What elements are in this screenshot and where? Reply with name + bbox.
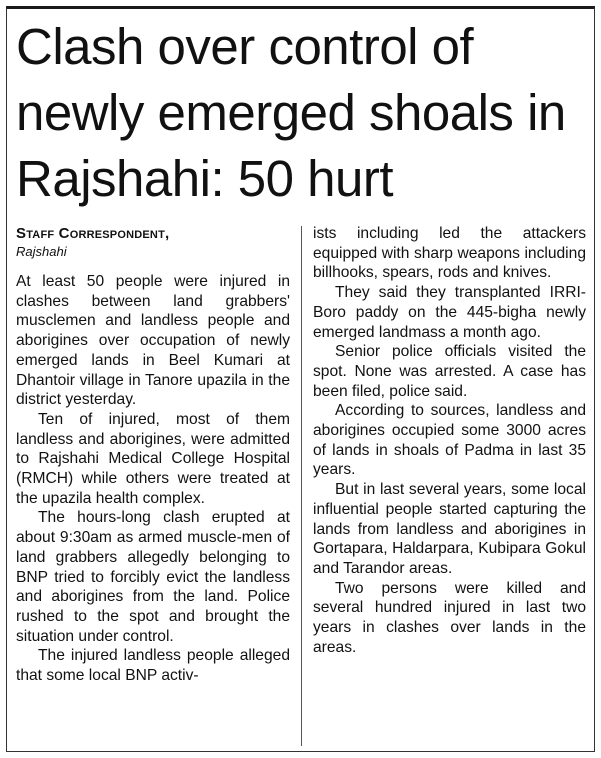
article-headline: Clash over control of newly emerged shoals in Rajshahi: 50 hurt [16, 18, 566, 207]
article-byline: Staff Correspondent, [16, 225, 170, 242]
article-dateline: Rajshahi [16, 244, 67, 259]
article-paragraph: Two persons were killed and several hundred injured in last two years in clashes over lands in the areas. [313, 579, 586, 656]
article-column-right [313, 224, 586, 657]
article-paragraph: They said they transplanted IRRI-Boro paddy on the 445-bigha newly emerged landmass a month ago. [313, 284, 586, 341]
article-paragraph: Ten of injured, most of them landless and aborigines, were admitted to Rajshahi Medical College Hospital (RMCH) while others were treated at the upazila health complex. [16, 410, 290, 507]
article-paragraph: The injured landless people alleged that some local BNP activ- [16, 647, 290, 685]
article-paragraph: According to sources, landless and aborigines occupied some 3000 acres of lands in shoals of Padma in last 35 years. [313, 402, 586, 479]
article-paragraph: At least 50 people were injured in clashes between land grabbers' musclemen and landless people and aborigines over occupation of newly emerged lands in Beel Kumari at Dhantoir village in Tanore upazila in the district yesterday. [16, 273, 290, 409]
article-paragraph: Senior police officials visited the spot. None was arrested. A case has been filed, police said. [313, 343, 586, 400]
article-paragraph: But in last several years, some local influential people started capturing the lands from landless and aborigines in Gortapara, Haldarpara, Kubipara Gokul and Tarandor areas. [313, 481, 586, 577]
article-paragraph: The hours-long clash erupted at about 9:30am as armed muscle-men of land grabbers allegedly belonging to BNP tried to forcibly evict the landless and aborigines from the land. Police rushed to the spot and brought the situation under control. [16, 509, 290, 645]
bottom-rule [6, 751, 595, 752]
article-column-left [16, 224, 290, 686]
column-divider [301, 226, 302, 746]
article-paragraph: ists including led the attackers equipped with sharp weapons including billhooks, spears, rods and knives. [313, 225, 586, 282]
